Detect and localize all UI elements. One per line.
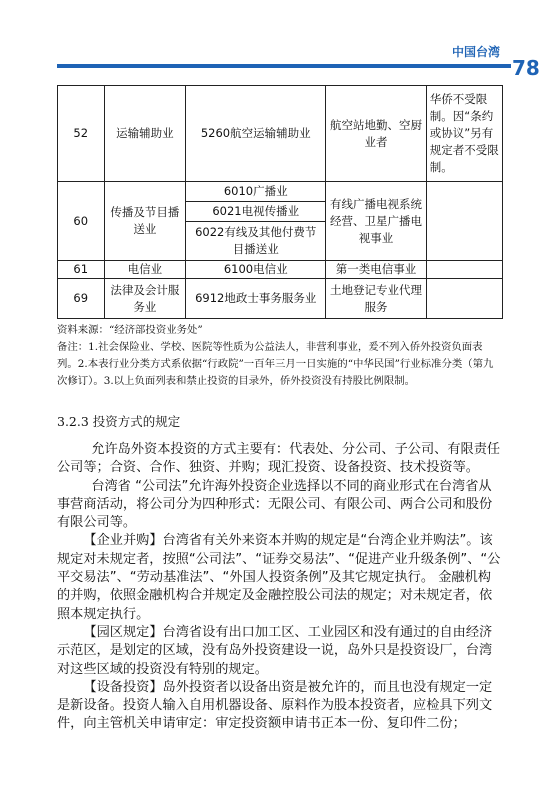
source-note: 资料来源：“经济部投资业务处”: [57, 324, 203, 336]
table-row: [58, 86, 503, 182]
sub-industry-cell: [186, 182, 326, 261]
section-body: [57, 441, 504, 734]
industry-cell: 传播及节目播送业: [104, 182, 186, 261]
table-row: [58, 261, 503, 279]
sub-industry-cell: 6100电信业: [186, 261, 326, 279]
header-rule: [57, 64, 511, 68]
paragraph: 台湾省 “公司法”允许海外投资企业选择以不同的商业形式在台湾省从事营商活动，将公司分为四种形式：无限公司、有限公司、两合公司和股份有限公司等。: [57, 478, 493, 531]
sub-industry-item: 6021电视传播业: [186, 202, 325, 222]
business-cell: 航空站地勤、空厨业者: [326, 86, 427, 182]
page-number: 78: [512, 56, 540, 80]
section-heading: 3.2.3 投资方式的规定: [57, 414, 181, 429]
table-row: [58, 182, 503, 261]
remark-cell: [426, 261, 502, 279]
sub-industry-cell: 6912地政士事务服务业: [186, 279, 326, 319]
business-cell: 土地登记专业代理服务: [326, 279, 427, 319]
remark-note: 备注：1.社会保险业、学校、医院等性质为公益法人，非营利事业，爰不列入侨外投资负面表列。2.本表行业分类方式系依据“行政院”一百年三月一日实施的“中华民国”行业标准分类（第九次修订）。3.以上负面列表和禁止投资的目录外，侨外投资没有持股比例限制。: [57, 341, 494, 387]
header-title: 中国台湾: [452, 45, 501, 59]
row-index: 60: [58, 182, 105, 261]
remark-cell: [426, 279, 502, 319]
paragraph: 【园区规定】台湾省设有出口加工区、工业园区和没有通过的自由经济示范区，是划定的区域，没有岛外投资建设一说，岛外只是投资设厂，台湾对这些区域的投资没有特别的规定。: [57, 624, 493, 677]
industry-cell: 法律及会计服务业: [104, 279, 186, 319]
remark-cell: [426, 182, 502, 261]
table-row: [58, 279, 503, 319]
paragraph: 【设备投资】岛外投资者以设备出资是被允许的，而且也没有规定一定是新设备。投资人输入自用机器设备、原料作为股本投资者，应检具下列文件，向主管机关申请审定：审定投资额申请书正本一份、复印件二份；: [57, 679, 493, 732]
row-index: 61: [58, 261, 105, 279]
row-index: 52: [58, 86, 105, 182]
remark-cell: 华侨不受限制。因“条约或协议”另有规定者不受限制。: [426, 86, 502, 182]
industry-cell: 运输辅助业: [104, 86, 186, 182]
table-notes: [57, 322, 503, 390]
sub-industry-item: 6022有线及其他付费节目播送业: [195, 225, 317, 256]
sub-industry-cell: 5260航空运输辅助业: [186, 86, 326, 182]
sub-industry-item: 6010广播业: [186, 182, 325, 202]
negative-list-table: [57, 85, 503, 319]
industry-cell: 电信业: [104, 261, 186, 279]
business-cell: 第一类电信事业: [326, 261, 427, 279]
paragraph: 允许岛外资本投资的方式主要有：代表处、分公司、子公司、有限责任公司等；合资、合作、独资、并购；现汇投资、设备投资、技术投资等。: [57, 442, 501, 476]
paragraph: 【企业并购】台湾省有关外来资本并购的规定是“台湾企业并购法”。该规定对未规定者，按照“公司法”、“证券交易法”、“促进产业升级条例”、“公平交易法”、“劳动基准法”、“外国人投资条例”及其它规定执行。 金融机构的并购，依照金融机构合并规定及金融控股公司法的规定；对未规定者，依照本规定执行。: [57, 533, 501, 622]
row-index: 69: [58, 279, 105, 319]
business-cell: 有线广播电视系统经营、卫星广播电视事业: [326, 182, 427, 261]
